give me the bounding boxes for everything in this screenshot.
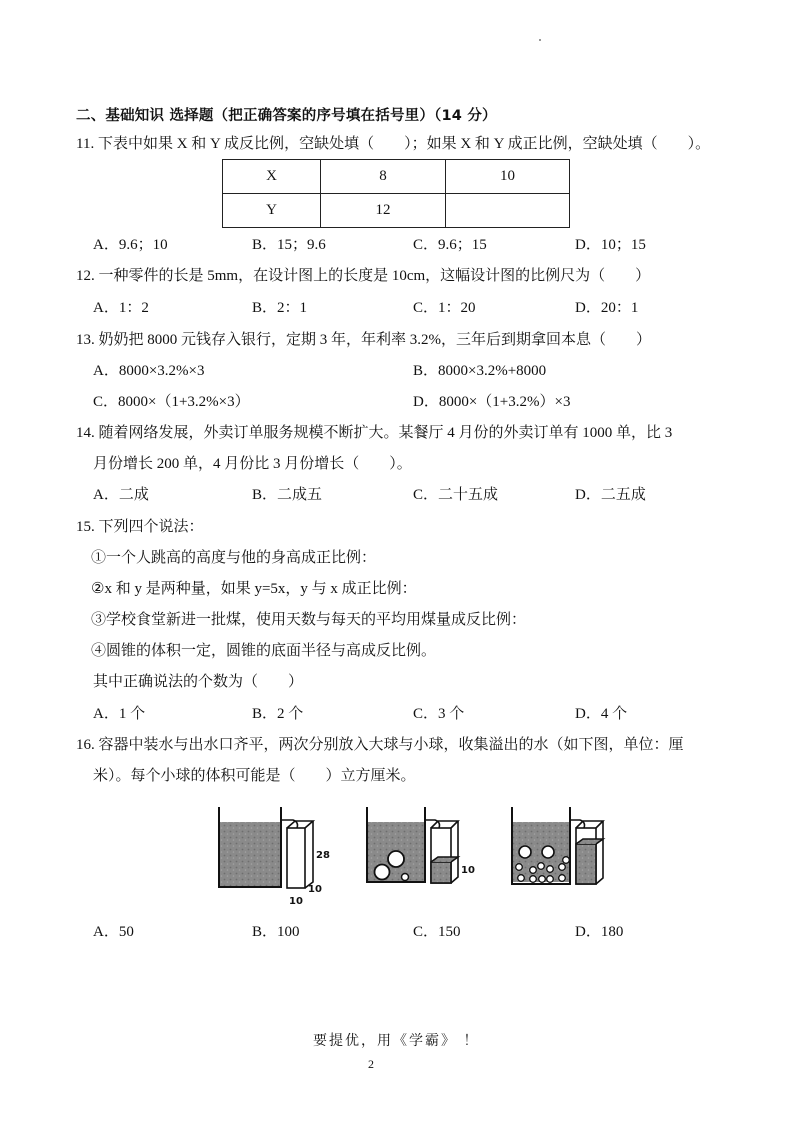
- table-cell: X: [223, 160, 321, 194]
- option-c: C．8000×（1+3.2%×3）: [93, 394, 250, 410]
- statement-1: ①一个人跳高的高度与他的身高成正比例：: [91, 550, 377, 566]
- question-number: 12.: [76, 268, 95, 284]
- table-row: [223, 160, 570, 194]
- xy-table: [222, 159, 570, 228]
- option-b: B．2：1: [252, 300, 308, 316]
- ball-large: [388, 851, 404, 867]
- option-d: D．180: [575, 924, 624, 940]
- question-16-line2: 米）。每个小球的体积可能是（ ）立方厘米。: [93, 768, 416, 784]
- ball-medium: [542, 846, 554, 858]
- table-cell: 8: [321, 160, 446, 194]
- table-cell: 12: [321, 194, 446, 228]
- option-d: D．10；15: [575, 237, 646, 253]
- question-stem: 一种零件的长是 5mm，在设计图上的长度是 10cm，这幅设计图的比例尺为（ ）: [98, 268, 651, 284]
- label-height: 28: [316, 850, 330, 861]
- question-stem: 奶奶把 8000 元钱存入银行，定期 3 年，年利率 3.2%，三年后到期拿回本息（ ）: [98, 332, 651, 348]
- option-b: B．8000×3.2%+8000: [413, 363, 547, 379]
- option-b: B．100: [252, 924, 300, 940]
- water-fill: [219, 822, 281, 887]
- statement-3: ③学校食堂新进一批煤，使用天数与每天的平均用煤量成反比例：: [91, 612, 527, 628]
- option-d: D．4 个: [575, 706, 628, 722]
- option-d: D．二五成: [575, 487, 646, 503]
- table-row: [223, 194, 570, 228]
- option-c: C．9.6；15: [413, 237, 487, 253]
- label-water-height: 10: [461, 865, 475, 876]
- question-number: 15.: [76, 519, 95, 535]
- question-stem: 下列四个说法：: [98, 519, 204, 535]
- figure-container-big-balls: [367, 807, 475, 883]
- figure-container-small-balls: [512, 807, 603, 884]
- table-cell-blank: [446, 194, 570, 228]
- question-12: [76, 266, 650, 286]
- label-depth: 10: [308, 884, 322, 895]
- section-heading: 二、基础知识 选择题（把正确答案的序号填在括号里）（14 分）: [76, 108, 497, 124]
- scan-speck: [539, 39, 541, 41]
- footer-slogan: 要提优，用《学霸》 ！: [313, 1033, 480, 1049]
- option-b: B．15；9.6: [252, 237, 326, 253]
- question-15: [76, 517, 204, 537]
- table-cell: Y: [223, 194, 321, 228]
- page-number: 2: [368, 1057, 374, 1071]
- option-a: A．1 个: [93, 706, 146, 722]
- question-14: [76, 423, 672, 443]
- option-b: B．二成五: [252, 487, 323, 503]
- collection-box: [287, 821, 313, 888]
- overflow-figures: [205, 800, 625, 910]
- option-a: A．9.6；10: [93, 237, 168, 253]
- statement-4: ④圆锥的体积一定，圆锥的底面半径与高成反比例。: [91, 643, 437, 659]
- option-b: B．2 个: [252, 706, 304, 722]
- option-d: D．8000×（1+3.2%）×3: [413, 394, 571, 410]
- question-number: 14.: [76, 425, 95, 441]
- ball-medium: [519, 846, 531, 858]
- question-13: [76, 330, 651, 350]
- ball-small: [402, 874, 409, 881]
- option-a: A．二成: [93, 487, 149, 503]
- ball-large: [375, 865, 390, 880]
- option-a: A．8000×3.2%×3: [93, 363, 205, 379]
- question-number: 11.: [76, 136, 95, 152]
- question-number: 16.: [76, 737, 95, 753]
- question-stem-line1: 容器中装水与出水口齐平，两次分别放入大球与小球，收集溢出的水（如下图，单位：厘: [98, 737, 684, 753]
- question-16: [76, 735, 684, 755]
- figure-container-empty: [219, 807, 330, 907]
- option-c: C．二十五成: [413, 487, 499, 503]
- table-cell: 10: [446, 160, 570, 194]
- question-14-line2: 月份增长 200 单，4 月份比 3 月份增长（ ）。: [93, 456, 412, 472]
- option-a: A．50: [93, 924, 134, 940]
- label-width: 10: [289, 896, 303, 907]
- collection-box: [431, 821, 458, 883]
- question-stem: 下表中如果 X 和 Y 成反比例，空缺处填（ ）；如果 X 和 Y 成正比例，空缺处填（ ）。: [97, 136, 711, 152]
- question-number: 13.: [76, 332, 95, 348]
- option-c: C．1：20: [413, 300, 476, 316]
- question-15-prompt: 其中正确说法的个数为（ ）: [93, 674, 304, 690]
- option-a: A．1：2: [93, 300, 149, 316]
- question-stem-line1: 随着网络发展，外卖订单服务规模不断扩大。某餐厅 4 月份的外卖订单有 1000 单，比 3: [98, 425, 673, 441]
- option-d: D．20：1: [575, 300, 639, 316]
- statement-2: ②x 和 y 是两种量，如果 y=5x，y 与 x 成正比例：: [91, 581, 417, 597]
- option-c: C．3 个: [413, 706, 465, 722]
- collection-box: [576, 821, 603, 884]
- option-c: C．150: [413, 924, 461, 940]
- question-11: [76, 134, 710, 154]
